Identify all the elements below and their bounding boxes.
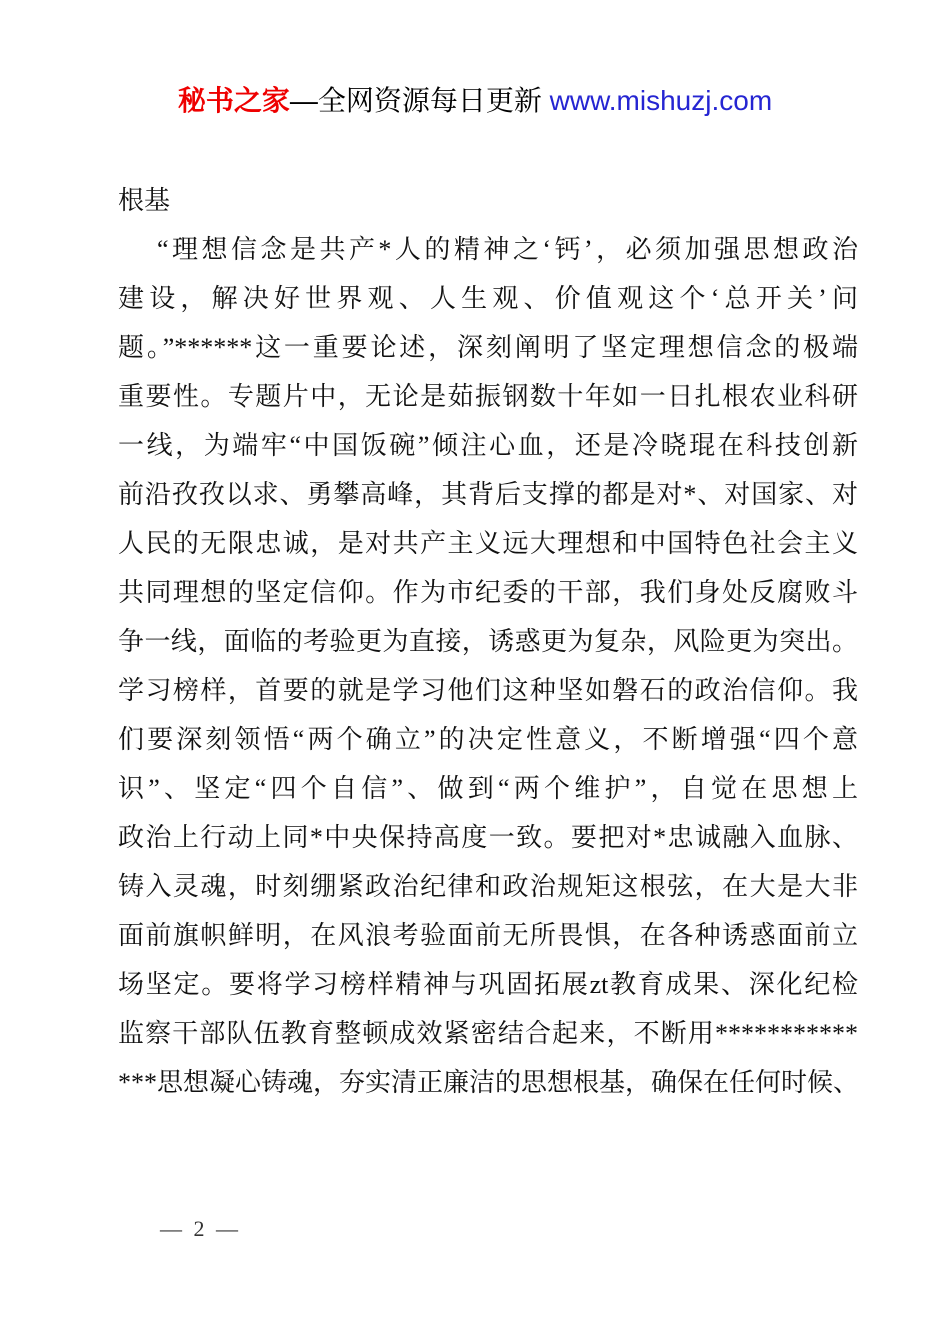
- text-line: 场坚定。要将学习榜样精神与巩固拓展zt教育成果、深化纪检: [118, 970, 858, 999]
- text-line: 一线，为端牢“中国饭碗”倾注心血，还是冷晓琨在科技创新: [118, 431, 858, 460]
- text-line: ***思想凝心铸魂，夯实清正廉洁的思想根基，确保在任何时候、: [118, 1068, 860, 1097]
- site-url-link[interactable]: www.mishuzj.com: [549, 85, 773, 116]
- text-line: 学习榜样，首要的就是学习他们这种坚如磐石的政治信仰。我: [118, 676, 858, 705]
- text-line: 共同理想的坚定信仰。作为市纪委的干部，我们身处反腐败斗: [118, 578, 858, 607]
- text-line: 面前旗帜鲜明，在风浪考验面前无所畏惧，在各种诱惑面前立: [118, 921, 858, 950]
- text-line: 建设，解决好世界观、人生观、价值观这个‘总开关’问: [118, 284, 858, 313]
- site-tagline: —全网资源每日更新: [289, 85, 550, 116]
- text-line: 题。”******这一重要论述，深刻阐明了坚定理想信念的极端: [118, 333, 858, 362]
- text-line: 重要性。专题片中，无论是茹振钢数十年如一日扎根农业科研: [118, 382, 858, 411]
- text-line: 铸入灵魂，时刻绷紧政治纪律和政治规矩这根弦，在大是大非: [118, 872, 858, 901]
- text-line: 根基: [118, 186, 171, 215]
- text-line: 争一线，面临的考验更为直接，诱惑更为复杂，风险更为突出。: [118, 627, 858, 656]
- text-line: 人民的无限忠诚，是对共产主义远大理想和中国特色社会主义: [118, 529, 858, 558]
- text-line: “理想信念是共产*人的精神之‘钙’，必须加强思想政治: [157, 235, 858, 264]
- text-line: 前沿孜孜以求、勇攀高峰，其背后支撑的都是对*、对国家、对: [118, 480, 858, 509]
- text-line: 政治上行动上同*中央保持高度一致。要把对*忠诚融入血脉、: [118, 823, 858, 852]
- text-line: 们要深刻领悟“两个确立”的决定性意义，不断增强“四个意: [118, 725, 858, 754]
- text-line: 识”、坚定“四个自信”、做到“两个维护”，自觉在思想上: [118, 774, 858, 803]
- document-body: [118, 176, 858, 1107]
- page-number: — 2 —: [160, 1216, 241, 1241]
- site-name: 秘书之家: [177, 85, 290, 116]
- site-header: [0, 84, 950, 118]
- text-line: 监察干部队伍教育整顿成效紧密结合起来，不断用***********: [118, 1019, 858, 1048]
